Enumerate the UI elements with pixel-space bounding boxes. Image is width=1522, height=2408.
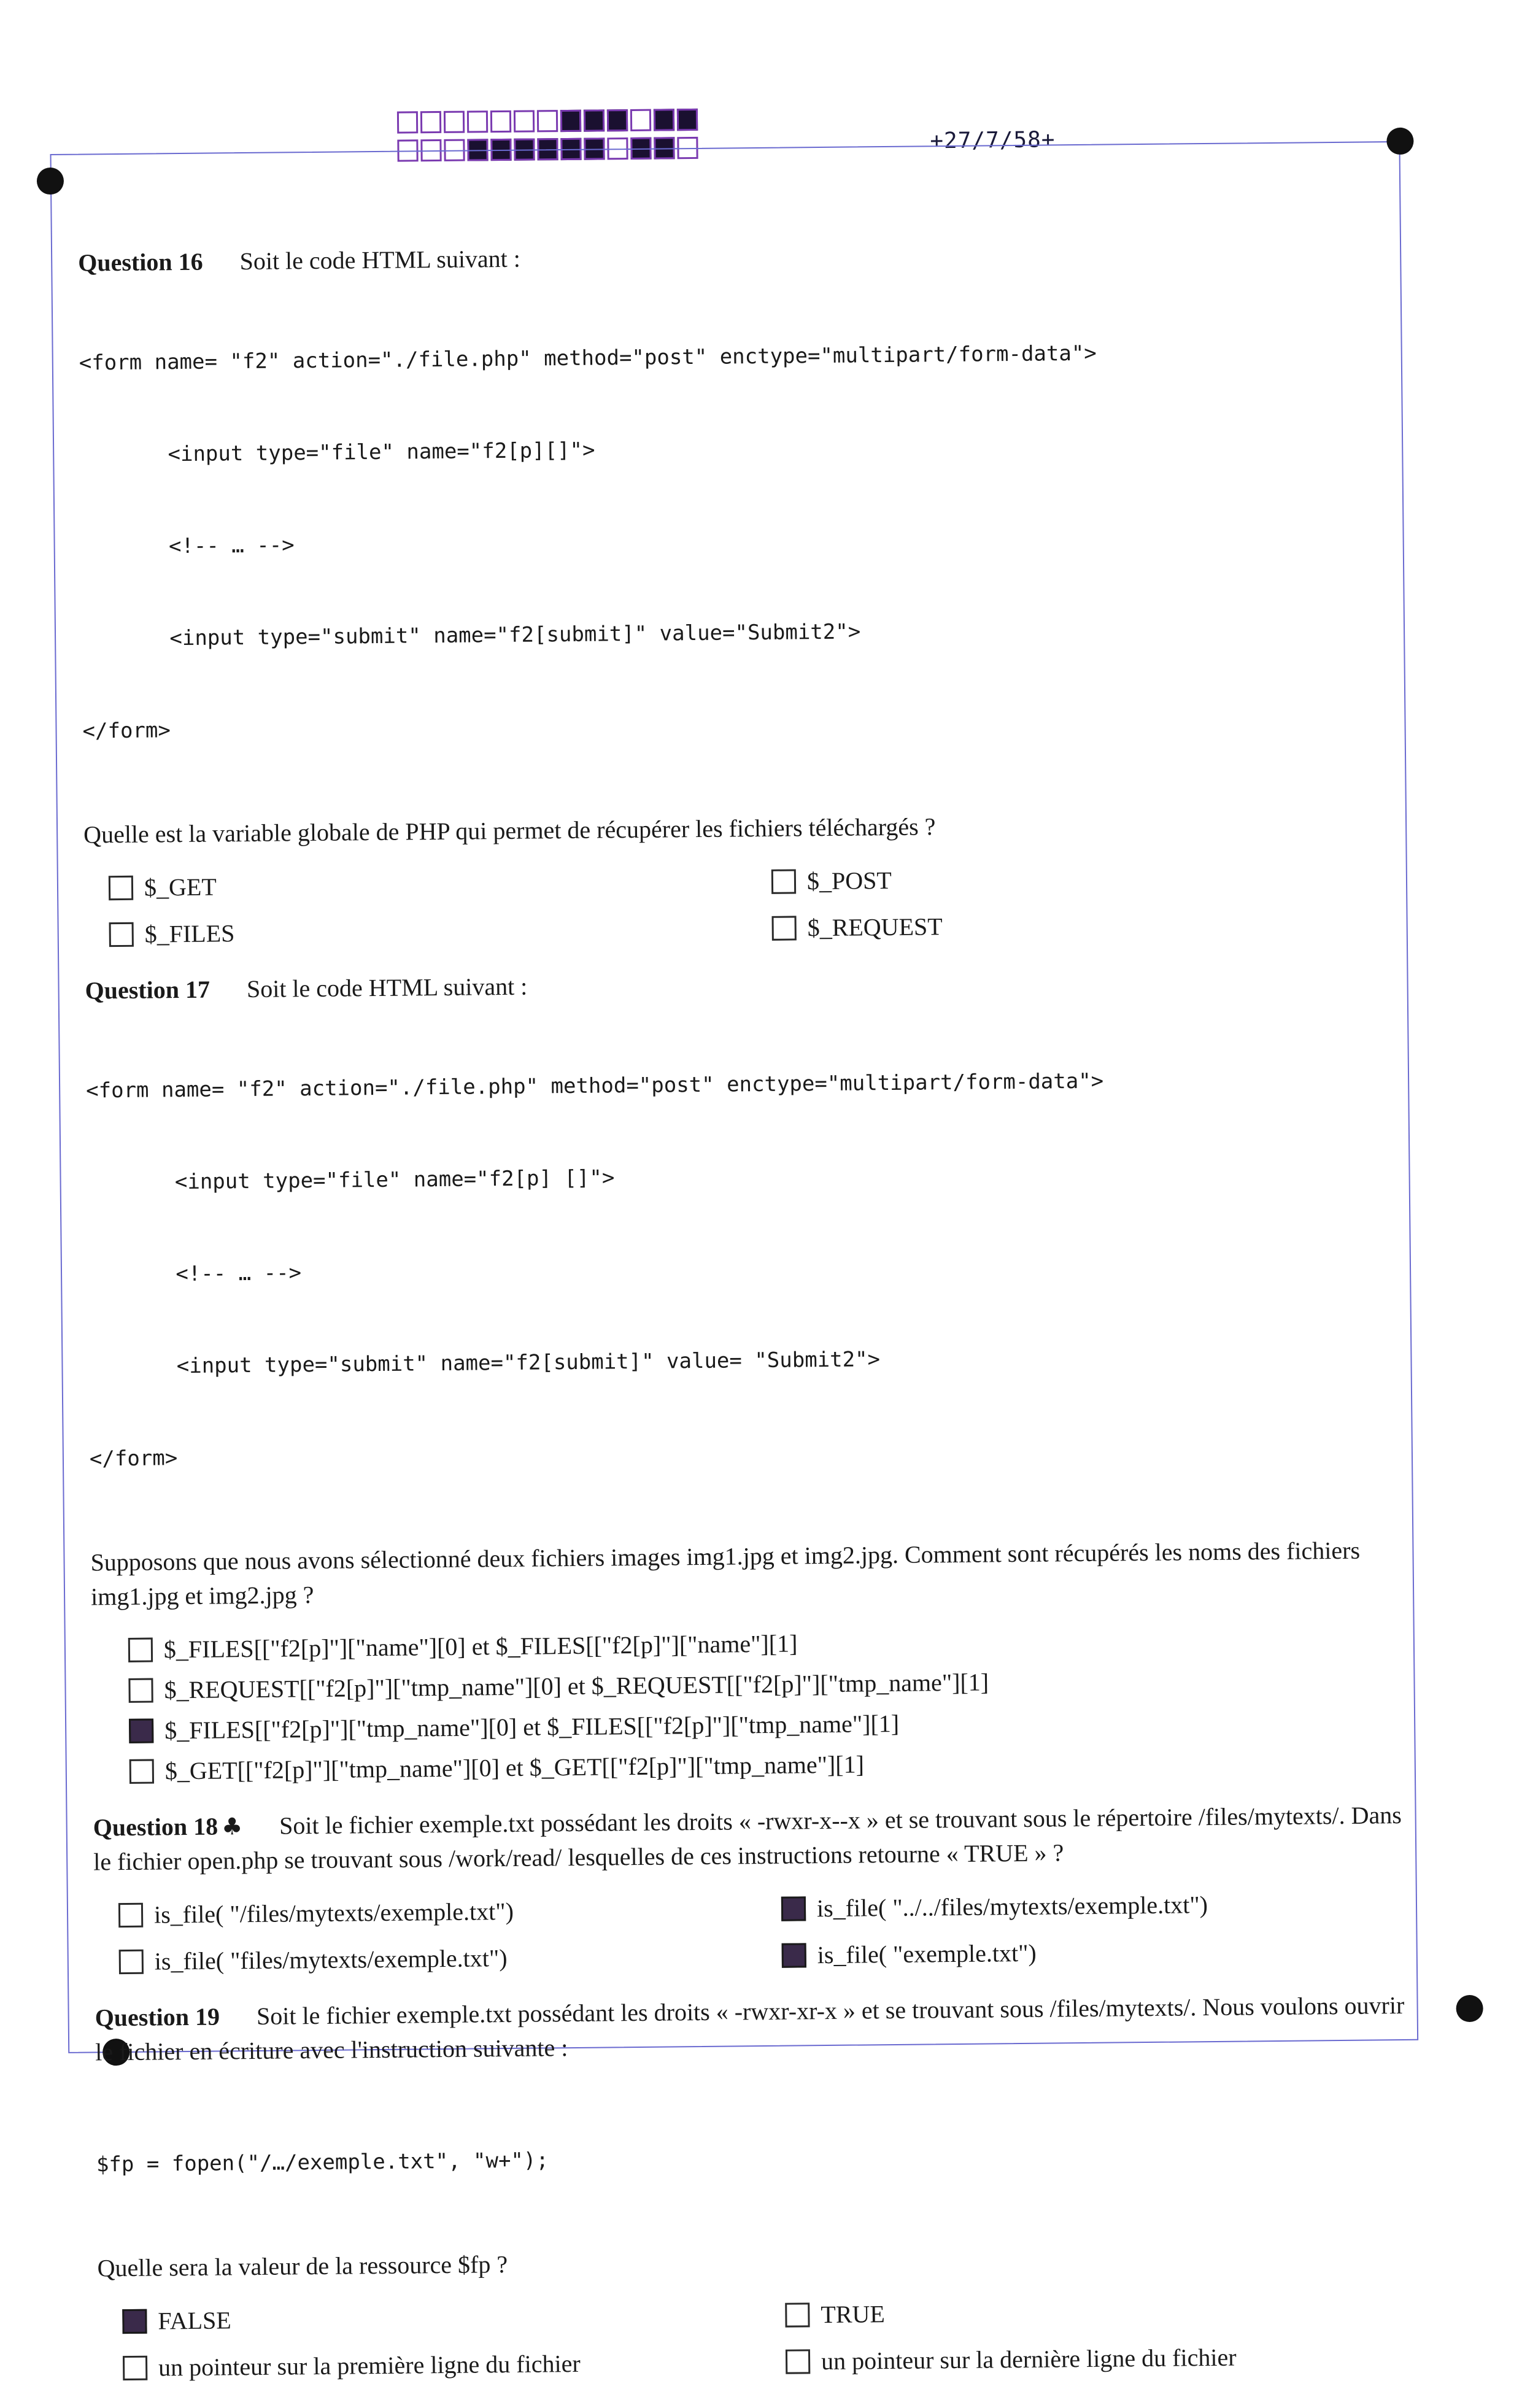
- answer-checkbox[interactable]: [786, 2349, 810, 2374]
- answer-label: FALSE: [158, 2306, 231, 2335]
- question-prompt: Quelle est la variable globale de PHP qui permet de récupérer les fichiers téléchargés ?: [83, 812, 936, 849]
- code-line: <input type="file" name="f2[p][]">: [80, 438, 595, 468]
- question-header: [85, 961, 1410, 1008]
- question-title: Question 19: [95, 2002, 220, 2032]
- answer-option[interactable]: [109, 862, 772, 908]
- barcode-cell: [397, 111, 418, 133]
- barcode-cell: [677, 109, 698, 131]
- question-header: [93, 1798, 1419, 1880]
- answer-label: is_file( "exemple.txt"): [817, 1939, 1037, 1969]
- answer-options: [122, 2289, 1424, 2388]
- barcode-cell: [560, 110, 581, 132]
- answer-label: un pointeur sur la dernière ligne du fichier: [821, 2343, 1237, 2375]
- answer-checkbox[interactable]: [129, 1759, 154, 1784]
- barcode-cell: [444, 111, 465, 133]
- code-line: <!-- … -->: [87, 1260, 302, 1287]
- answer-option[interactable]: [781, 1929, 1445, 1975]
- corner-marker-top-right: [1386, 128, 1413, 155]
- barcode-cell: [490, 110, 511, 133]
- barcode-cell: [630, 109, 651, 131]
- answer-checkbox[interactable]: [781, 1896, 806, 1921]
- answer-options: [128, 1618, 1418, 1792]
- question-18: [93, 1798, 1420, 1983]
- corner-marker-top-left: [37, 168, 64, 195]
- exam-id: +27/7/58+: [930, 127, 1056, 154]
- question-intro: Soit le fichier exemple.txt possédant les droits « -rwxr-xr-x » et se trouvant sous /files/mytexts/. Nous voulons ouvrir le fichier en écriture avec l'instruction suivante :: [95, 1991, 1405, 2066]
- answer-option[interactable]: [118, 1935, 782, 1982]
- answer-checkbox[interactable]: [772, 916, 797, 940]
- answer-label: is_file( "/files/mytexts/exemple.txt"): [153, 1897, 514, 1929]
- answer-option[interactable]: [771, 855, 1435, 901]
- answer-option[interactable]: [785, 2288, 1448, 2335]
- barcode-cell: [607, 109, 628, 131]
- code-block: [96, 2075, 1423, 2242]
- answer-checkbox[interactable]: [109, 922, 134, 947]
- code-line: <!-- … -->: [80, 533, 295, 560]
- barcode-cell: [537, 110, 558, 132]
- answer-label: $_REQUEST: [807, 913, 943, 942]
- question-16: [78, 233, 1410, 955]
- answer-option[interactable]: [781, 1882, 1445, 1929]
- question-19: [95, 1988, 1424, 2389]
- questions-container: [78, 233, 1424, 2407]
- code-line: <input type="submit" name="f2[submit]" value="Submit2">: [81, 619, 861, 652]
- answer-label: $_FILES[["f2[p]"]["tmp_name"][0] et $_FILES[["f2[p]"]["tmp_name"][1]: [164, 1709, 900, 1745]
- question-title-text: Question 18: [93, 1812, 218, 1842]
- answer-checkbox[interactable]: [129, 1719, 153, 1743]
- answer-checkbox[interactable]: [109, 876, 133, 900]
- answer-checkbox[interactable]: [122, 2309, 147, 2334]
- barcode-cell: [420, 111, 441, 133]
- barcode-cell: [514, 110, 535, 132]
- answer-label: $_FILES: [144, 919, 235, 948]
- answer-label: $_FILES[["f2[p]"]["name"][0] et $_FILES[["f2[p]"]["name"][1]: [163, 1629, 798, 1664]
- answer-option[interactable]: [771, 901, 1435, 948]
- answer-checkbox[interactable]: [118, 1903, 143, 1928]
- code-line: </form>: [89, 1446, 178, 1472]
- answer-options: [109, 855, 1410, 955]
- answer-label: TRUE: [821, 2300, 886, 2329]
- code-line: <input type="submit" name="f2[submit]" value= "Submit2">: [88, 1347, 881, 1380]
- answer-checkbox[interactable]: [782, 1943, 806, 1967]
- answer-options: [118, 1883, 1420, 1982]
- question-prompt: Supposons que nous avons sélectionné deux fichiers images img1.jpg et img2.jpg. Comment sont récupérés les noms des fichiers img1.jpg et img2.jpg ?: [90, 1536, 1361, 1611]
- answer-option[interactable]: [786, 2335, 1449, 2382]
- question-title: Question 16: [78, 247, 203, 277]
- code-line: <form name= "f2" action="./file.php" method="post" enctype="multipart/form-data">: [79, 341, 1097, 376]
- barcode-cell: [584, 109, 605, 131]
- answer-checkbox[interactable]: [123, 2356, 147, 2380]
- code-line: </form>: [82, 718, 171, 744]
- question-title: [93, 1812, 242, 1841]
- question-header: [95, 1988, 1421, 2070]
- answer-option[interactable]: [109, 908, 772, 955]
- code-block: [79, 274, 1409, 808]
- club-icon: ♣: [221, 1813, 243, 1840]
- barcode-top-row: [397, 109, 698, 134]
- answer-checkbox[interactable]: [119, 1950, 144, 1974]
- code-line: <input type="file" name="f2[p] []">: [87, 1165, 615, 1195]
- question-prompt: Quelle sera la valeur de la ressource $fp ?: [97, 2250, 508, 2282]
- answer-checkbox[interactable]: [771, 869, 796, 893]
- answer-checkbox[interactable]: [128, 1638, 153, 1662]
- corner-marker-bottom-right: [1456, 1995, 1483, 2022]
- answer-label: un pointeur sur la première ligne du fichier: [158, 2349, 581, 2382]
- question-intro: Soit le code HTML suivant :: [246, 972, 528, 1003]
- answer-option[interactable]: [123, 2342, 786, 2388]
- question-17: [85, 961, 1418, 1792]
- answer-option[interactable]: [118, 1889, 782, 1935]
- answer-checkbox[interactable]: [785, 2302, 809, 2327]
- question-intro: Soit le code HTML suivant :: [239, 244, 521, 276]
- answer-label: $_POST: [806, 866, 892, 895]
- answer-checkbox[interactable]: [128, 1678, 153, 1703]
- answer-option[interactable]: [122, 2295, 786, 2342]
- barcode-cell: [467, 110, 488, 133]
- code-line: <form name= "f2" action="./file.php" method="post" enctype="multipart/form-data">: [85, 1068, 1104, 1103]
- answer-label: $_REQUEST[["f2[p]"]["tmp_name"][0] et $_REQUEST[["f2[p]"]["tmp_name"][1]: [164, 1668, 989, 1704]
- answer-label: $_GET: [144, 873, 217, 901]
- code-line: $fp = fopen("/…/exemple.txt", "w+");: [96, 2148, 549, 2177]
- barcode-cell: [654, 109, 674, 131]
- answer-label: is_file( "files/mytexts/exemple.txt"): [154, 1944, 508, 1975]
- answer-label: $_GET[["f2[p]"]["tmp_name"][0] et $_GET[["f2[p]"]["tmp_name"][1]: [164, 1750, 865, 1785]
- code-block: [85, 1001, 1416, 1536]
- question-title: Question 17: [85, 975, 211, 1005]
- answer-label: is_file( "../../files/mytexts/exemple.txt"): [816, 1891, 1208, 1923]
- question-intro: Soit le fichier exemple.txt possédant les droits « -rwxr-x--x » et se trouvant sous le répertoire /files/mytexts/. Dans le fichier open.php se trouvant sous /work/read/ lesquelles de ces instructions retourne « TRUE » ?: [93, 1801, 1402, 1876]
